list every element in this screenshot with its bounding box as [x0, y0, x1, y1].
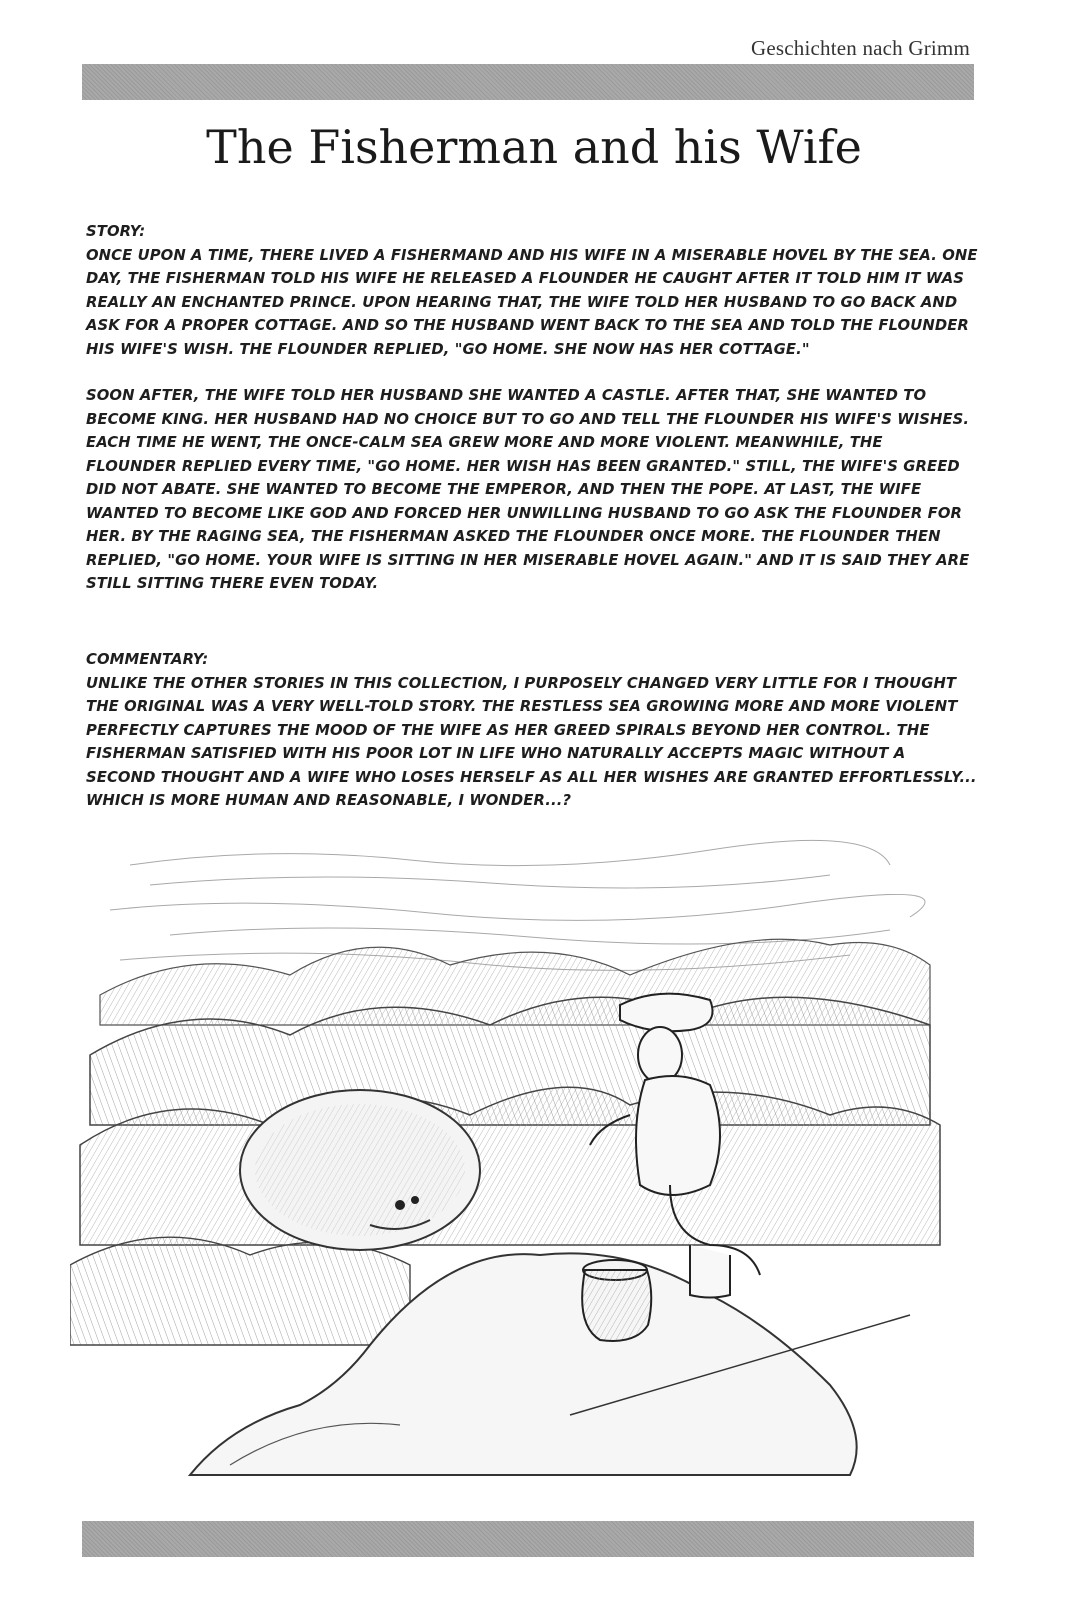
sea-waves-mid: [80, 1087, 940, 1245]
sea-waves-front: [70, 1237, 410, 1345]
fishing-basket: [582, 1260, 651, 1341]
commentary-heading: COMMENTARY:: [86, 651, 209, 668]
story-section: [86, 220, 978, 596]
page-title: The Fisherman and his Wife: [206, 120, 862, 174]
commentary-section: [86, 648, 978, 813]
story-heading: STORY:: [86, 223, 146, 240]
story-paragraph-1: ONCE UPON A TIME, THERE LIVED A FISHERMAND AND HIS WIFE IN A MISERABLE HOVEL BY THE SEA. ONE DAY, THE FISHERMAN TOLD HIS WIFE HE RELEASED A FLOUNDER HE CAUGHT AFTER IT TOLD HIM IT WAS REALLY AN ENCHANTED PRINCE. UPON HEARING THAT, THE WIFE TOLD HER HUSBAND TO GO BACK AND ASK FOR A PROPER COTTAGE. AND SO THE HUSBAND WENT BACK TO THE SEA AND TOLD THE FLOUNDER HIS WIFE'S WISH. THE FLOUNDER REPLIED, "GO HOME. SHE NOW HAS HER COTTAGE.": [86, 246, 978, 358]
story-paragraph-2: SOON AFTER, THE WIFE TOLD HER HUSBAND SHE WANTED A CASTLE. AFTER THAT, SHE WANTED TO BECOME KING. HER HUSBAND HAD NO CHOICE BUT TO GO AND TELL THE FLOUNDER HIS WIFE'S WISHES. EACH TIME HE WENT, THE ONCE-CALM SEA GREW MORE AND MORE VIOLENT. MEANWHILE, THE FLOUNDER REPLIED EVERY TIME, "GO HOME. HER WISH HAS BEEN GRANTED." STILL, THE WIFE'S GREED DID NOT ABATE. SHE WANTED TO BECOME THE EMPEROR, AND THEN THE POPE. AT LAST, THE WIFE WANTED TO BECOME LIKE GOD AND FORCED HER UNWILLING HUSBAND TO GO ASK THE FLOUNDER FOR HER. BY THE RAGING SEA, THE FISHERMAN ASKED THE FLOUNDER ONCE MORE. THE FLOUNDER THEN REPLIED, "GO HOME. YOUR WIFE IS SITTING IN HER MISERABLE HOVEL AGAIN." AND IT IS SAID THEY ARE STILL SITTING THERE EVEN TODAY.: [86, 387, 970, 592]
running-head: Geschichten nach Grimm: [751, 36, 970, 60]
flounder-figure: [240, 1090, 480, 1250]
commentary-paragraph: UNLIKE THE OTHER STORIES IN THIS COLLECTION, I PURPOSELY CHANGED VERY LITTLE FOR I THOUGHT THE ORIGINAL WAS A VERY WELL-TOLD STORY. THE RESTLESS SEA GROWING MORE AND MORE VIOLENT PERFECTLY CAPTURES THE MOOD OF THE WIFE AS HER GREED SPIRALS BEYOND HER CONTROL. THE FISHERMAN SATISFIED WITH HIS POOR LOT IN LIFE WHO NATURALLY ACCEPTS MAGIC WITHOUT A SECOND THOUGHT AND A WIFE WHO LOSES HERSELF AS ALL HER WISHES ARE GRANTED EFFORTLESSLY... WHICH IS MORE HUMAN AND REASONABLE, I WONDER...?: [86, 674, 977, 809]
header-band: [82, 64, 974, 100]
fisherman-flounder-illustration: [70, 825, 970, 1505]
footer-band: [82, 1521, 974, 1557]
